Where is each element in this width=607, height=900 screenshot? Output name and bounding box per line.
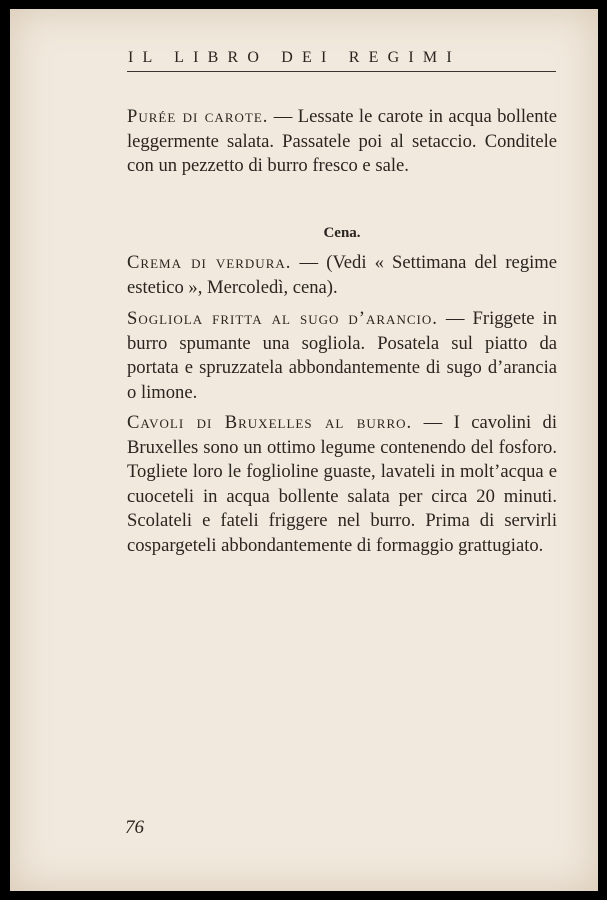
recipe-sogliola-fritta (127, 307, 557, 405)
recipe-puree-carote (127, 105, 557, 179)
recipe-title: Crema di verdura. (127, 252, 292, 273)
recipe-title: Purée di carote. (127, 106, 269, 127)
section-heading-cena: Cena. (323, 225, 361, 241)
header-rule (127, 71, 556, 72)
page-number: 76 (125, 817, 144, 838)
recipe-body: I cavolini di Bruxelles sono un ottimo legume contenendo del fosforo. Togliete loro le foglioline guaste, lavateli in molt’acqua e cuoceteli in acqua bollente salata per circa 20 minuti. Scolateli e fateli friggere nel burro. Prima di servirli cospargeteli abbondantemente di formaggio grattugiato. (127, 412, 557, 556)
recipe-title: Cavoli di Bruxelles al burro. (127, 412, 413, 433)
recipe-dash: — (268, 106, 298, 127)
recipe-title: Sogliola fritta al sugo d’arancio. (127, 308, 438, 329)
recipe-crema-verdura (127, 251, 557, 300)
book-page (10, 9, 598, 891)
recipe-cavoli-bruxelles (127, 411, 557, 558)
recipe-body: Lessate le carote in acqua bollente leggermente salata. Passatele poi al setaccio. Conditele con un pezzetto di burro fresco e sale. (127, 106, 557, 176)
recipe-dash: — (437, 308, 473, 329)
recipe-dash: — (291, 252, 327, 273)
recipe-body: (Vedi « Settimana del regime estetico », Mercoledì, cena). (127, 252, 557, 298)
recipe-dash: — (412, 412, 454, 433)
running-header: IL LIBRO DEI REGIMI (128, 49, 461, 66)
recipe-body: Friggete in burro spumante una sogliola. Posatela sul piatto da portata e spruzzatela abbondantemente di sugo d’arancia o limone. (127, 308, 558, 403)
